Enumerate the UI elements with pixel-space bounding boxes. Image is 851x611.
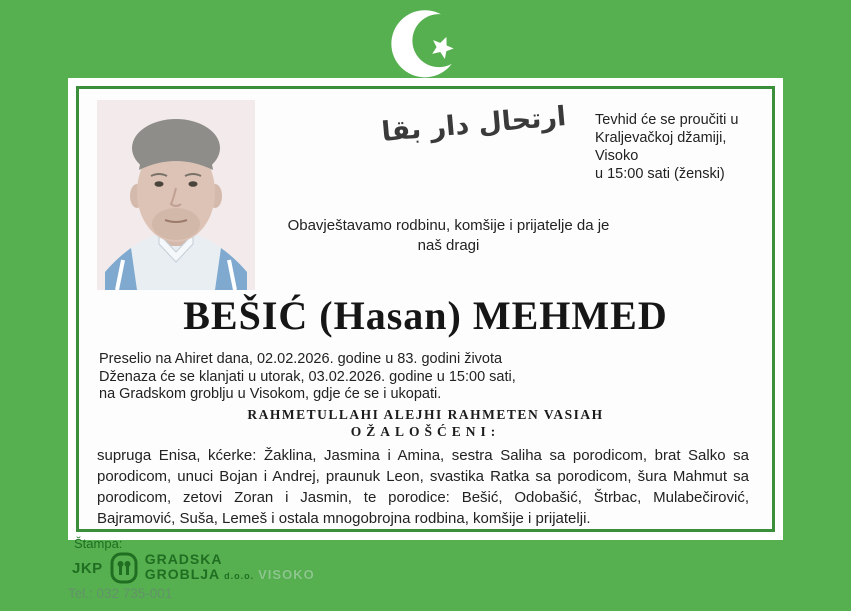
portrait-photo xyxy=(97,100,255,290)
printer-logo xyxy=(72,552,315,584)
printer-name xyxy=(145,552,315,584)
printer-name-line2: GROBLJA xyxy=(144,566,221,582)
announcement-text xyxy=(79,216,772,256)
tevhid-note xyxy=(595,111,767,183)
notice-panel-inner xyxy=(76,86,775,532)
notice-panel xyxy=(68,78,783,540)
prayer-line: RAHMETULLAHI ALEJHI RAHMETEN VASIAH xyxy=(247,407,604,422)
printer-name-line1: GRADSKA xyxy=(144,551,223,567)
mourners-text: supruga Enisa, kćerke: Žaklina, Jasmina i Amina, sestra Saliha sa porodicom, brat Salko sa porodicom, unuci Bojan i Andrej, praunuk Leon, svastika Ratka sa porodicom, šura Mahmut sa porodicom, zetovi Zoran i Jasmin, te porodice: Bešić, Odobašić, Štrbac, Mulabečirović, Bajramović, Suša, Lemeš i ostala mnogobrojna rodbina, komšije i prijatelji. xyxy=(97,447,749,527)
printer-prefix: JKP xyxy=(72,559,103,577)
cemetery-emblem-icon xyxy=(109,552,139,584)
arabic-calligraphy: ارتحال دار بقا xyxy=(380,101,568,149)
printer-city: VISOKO xyxy=(258,567,315,582)
announcement-line: naš dragi xyxy=(417,237,480,254)
death-detail-line: na Gradskom groblju u Visokom, gdje će se i ukopati. xyxy=(99,386,442,402)
crescent-star-icon xyxy=(388,4,468,82)
death-detail-line: Dženaza će se klanjati u utorak, 03.02.2026. godine u 15:00 sati, xyxy=(99,368,516,385)
tevhid-line: Kraljevačkoj džamiji, Visoko xyxy=(595,130,727,164)
print-label: Štampa: xyxy=(74,536,123,551)
announcement-line: Obavještavamo rodbinu, komšije i prijatelje da je xyxy=(287,217,610,234)
mourners-heading: OŽALOŠĆENI: xyxy=(350,424,501,439)
tevhid-line: u 15:00 sati (ženski) xyxy=(595,166,725,182)
deceased-name: BEŠIĆ (Hasan) MEHMED xyxy=(183,293,668,338)
printer-suffix: d.o.o. xyxy=(224,571,255,581)
death-details xyxy=(99,351,739,404)
printer-phone: Tel.: 032 735-001 xyxy=(68,586,173,601)
death-detail-line: Preselio na Ahiret dana, 02.02.2026. godine u 83. godini života xyxy=(99,351,503,367)
tevhid-line: Tevhid će se proučiti u xyxy=(595,112,739,128)
